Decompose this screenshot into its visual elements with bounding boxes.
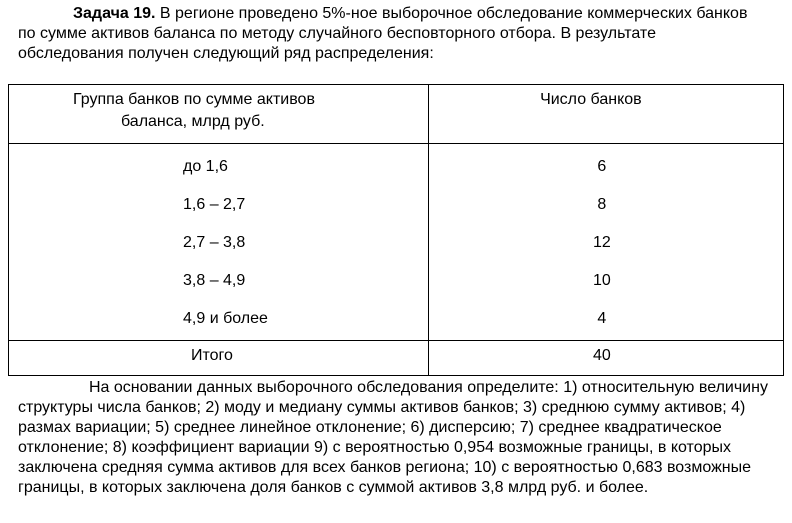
tasks-line-1: На основании данных выборочного обследования определите: 1) относительную величину — [89, 379, 768, 396]
tasks-line-6: границы, в которых заключена доля банков с суммой активов 3,8 млрд руб. и более. — [18, 479, 649, 496]
table-total-row — [9, 341, 784, 376]
distribution-table — [8, 84, 784, 376]
count-cell: 4 — [597, 310, 607, 327]
table-header-row — [9, 85, 784, 144]
total-value: 40 — [428, 341, 783, 376]
group-column — [9, 144, 429, 341]
header-group — [9, 85, 429, 144]
task-label: Задача 19. — [73, 5, 156, 22]
group-cell: 4,9 и более — [183, 310, 268, 327]
header-group-line-1: Группа банков по сумме активов — [73, 91, 315, 108]
problem-intro — [18, 4, 790, 64]
group-cell: 3,8 – 4,9 — [183, 272, 246, 289]
total-label: Итого — [9, 341, 429, 376]
intro-line-1 — [18, 4, 790, 24]
header-count: Число банков — [428, 85, 783, 144]
tasks-line-3: размах вариации; 5) среднее линейное отклонение; 6) дисперсию; 7) среднее квадратическое — [18, 419, 722, 436]
group-cell: до 1,6 — [183, 158, 228, 175]
intro-text-1: В регионе проведено 5%-ное выборочное обследование коммерческих банков — [155, 5, 748, 22]
header-group-line-2: баланса, млрд руб. — [121, 113, 265, 130]
group-cell: 1,6 – 2,7 — [183, 196, 246, 213]
intro-line-3: обследования получен следующий ряд распределения: — [18, 45, 434, 62]
count-column — [428, 144, 783, 341]
count-cell: 12 — [592, 234, 611, 251]
count-cell: 8 — [597, 196, 607, 213]
count-cell: 6 — [597, 158, 607, 175]
intro-line-2: по сумме активов баланса по методу случайного бесповторного отбора. В результате — [18, 25, 656, 42]
tasks-line-2: структуры числа банков; 2) моду и медиану суммы активов банков; 3) среднюю сумму активов; 4) — [18, 399, 746, 416]
table-body-row — [9, 144, 784, 341]
tasks-line-5: заключена средняя сумма активов для всех банков региона; 10) с вероятностью 0,683 возможные — [18, 459, 751, 476]
group-cell: 2,7 – 3,8 — [183, 234, 246, 251]
task-questions — [18, 378, 790, 498]
tasks-line-4: отклонение; 8) коэффициент вариации 9) с вероятностью 0,954 возможные границы, в которых — [18, 439, 731, 456]
count-cell: 10 — [592, 272, 611, 289]
